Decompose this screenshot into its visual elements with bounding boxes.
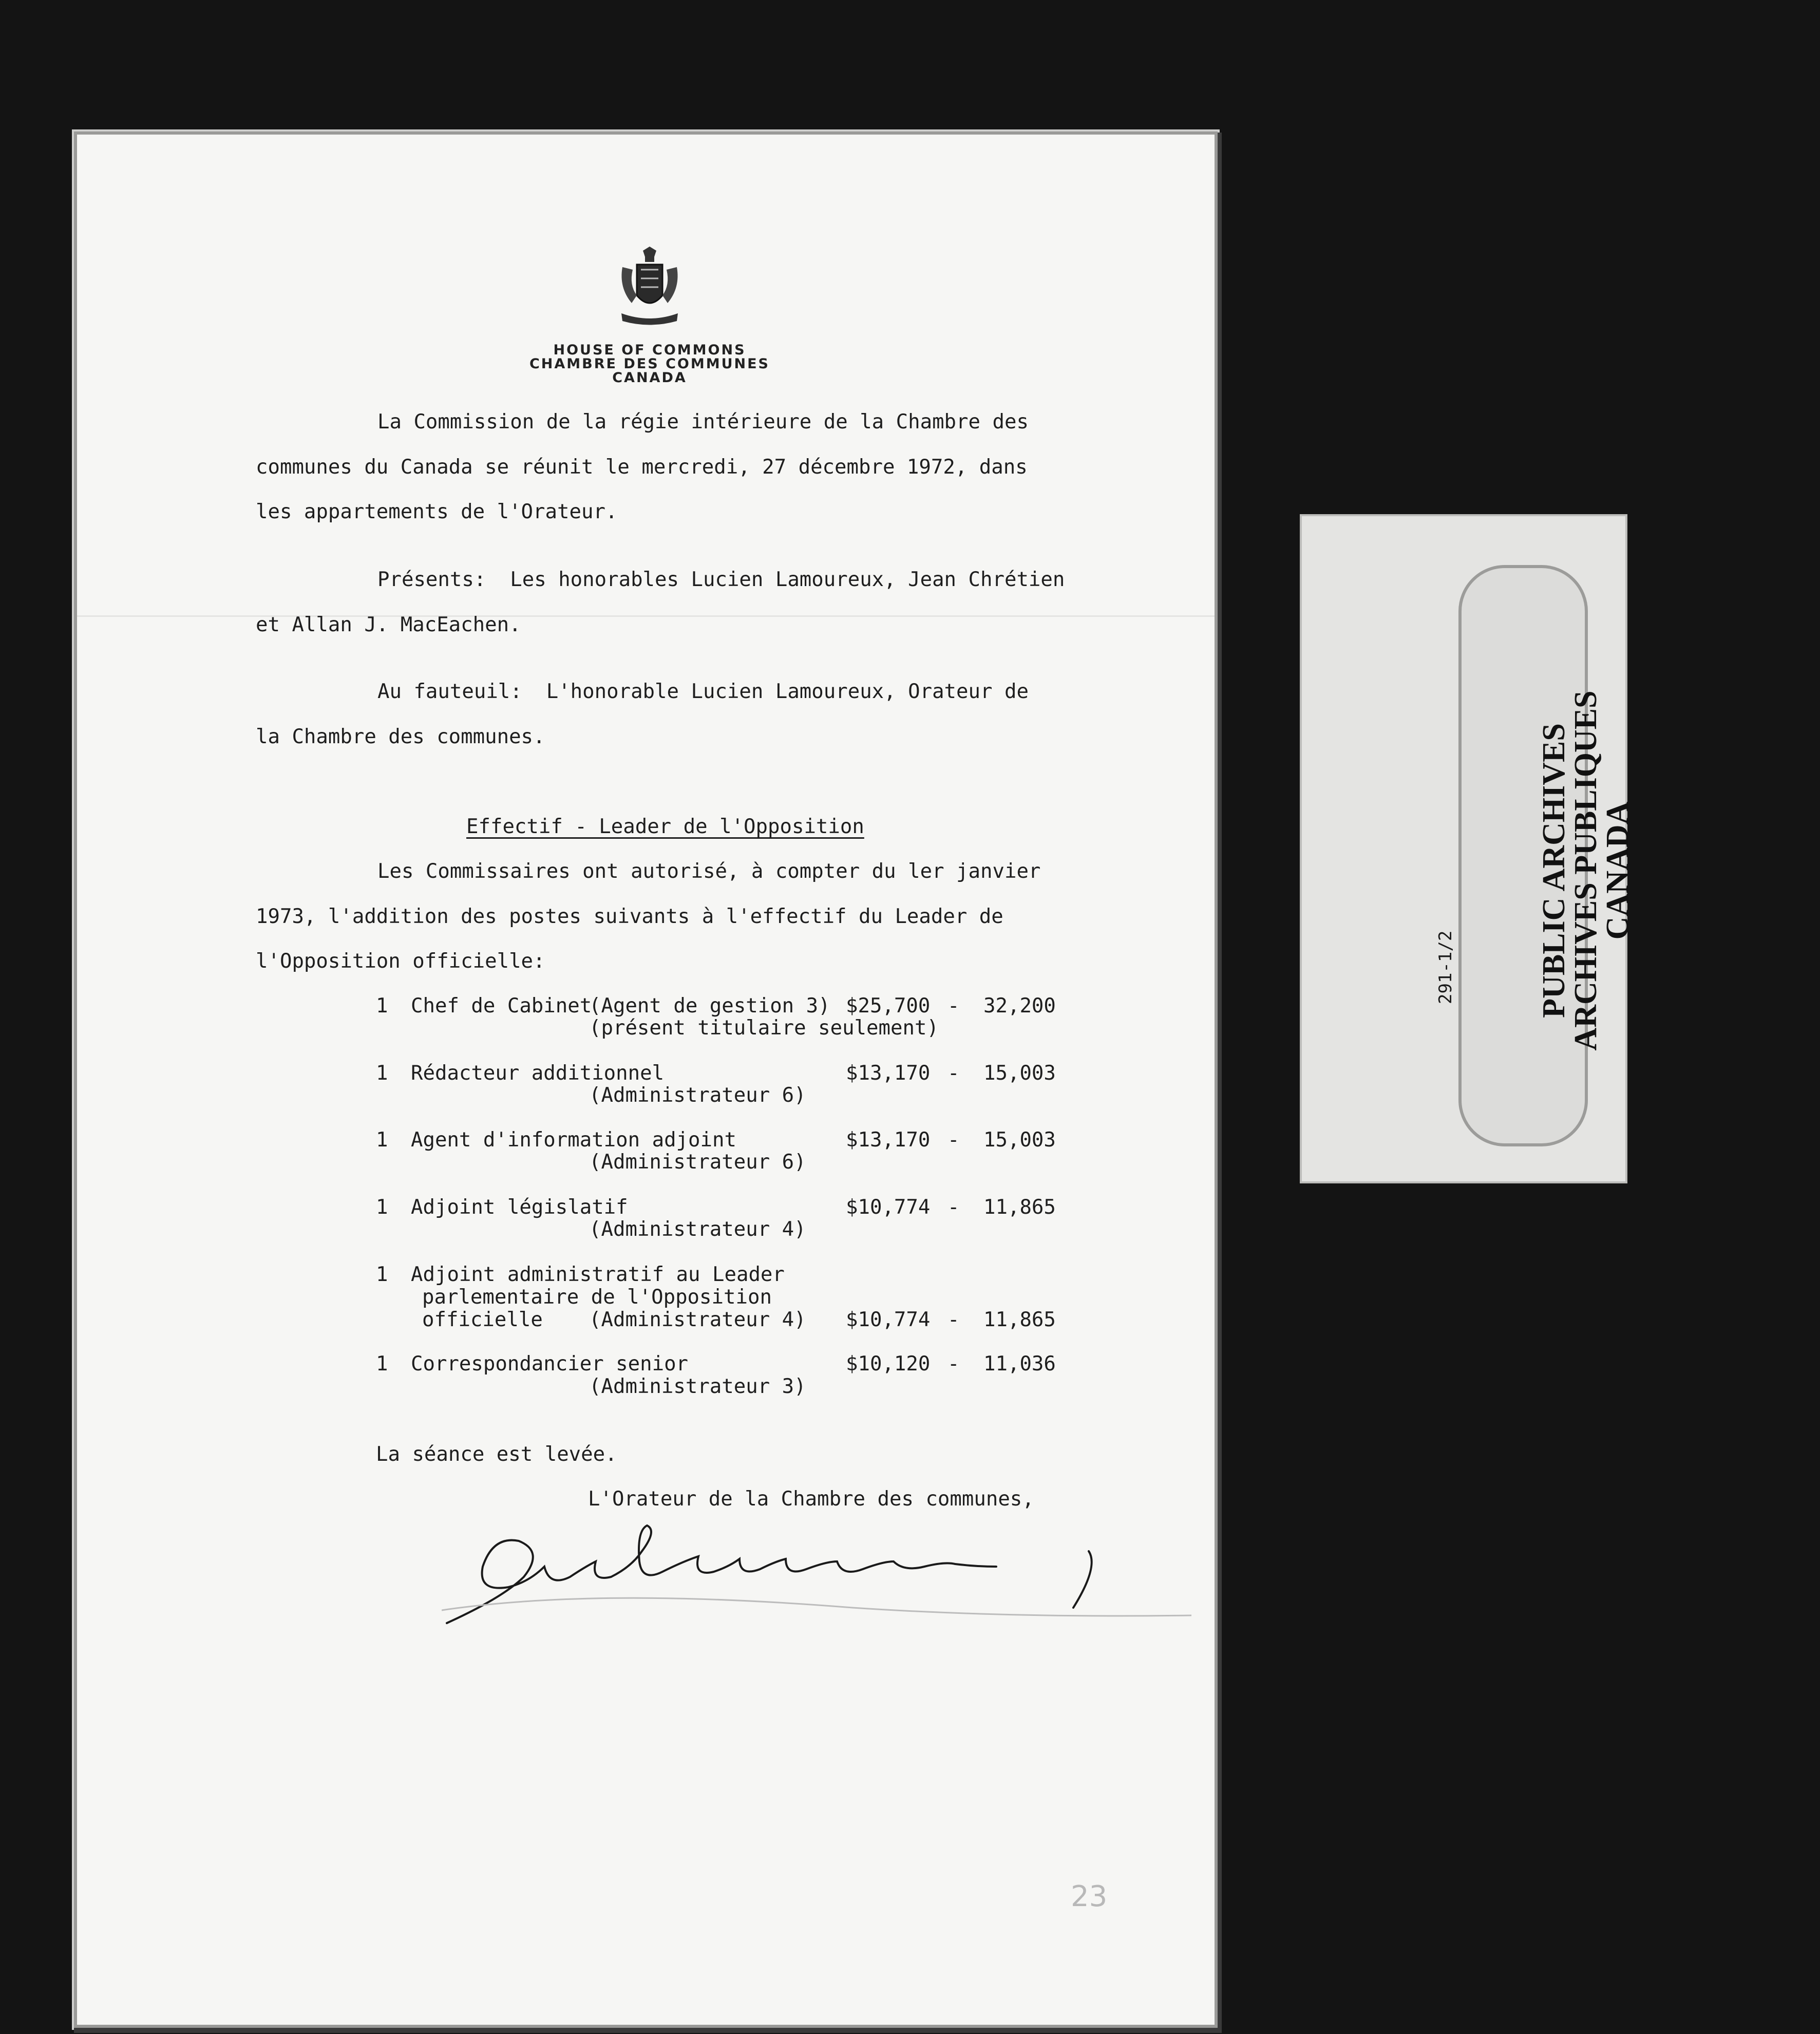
position-title: Correspondancier senior bbox=[411, 1352, 689, 1376]
position-qty: 1 bbox=[376, 1263, 388, 1286]
salary-max: 11,036 bbox=[983, 1352, 1056, 1376]
salary-max: 11,865 bbox=[983, 1308, 1056, 1331]
salary-min: $10,774 bbox=[846, 1308, 931, 1331]
position-title: officielle bbox=[422, 1308, 543, 1331]
position-title: Adjoint administratif au Leader bbox=[411, 1263, 785, 1286]
salary-dash: - bbox=[947, 1128, 960, 1152]
salary-max: 32,200 bbox=[983, 994, 1056, 1018]
section-heading: Effectif - Leader de l'Opposition bbox=[466, 815, 864, 838]
position-title: Rédacteur additionnel bbox=[411, 1062, 665, 1085]
salary-dash: - bbox=[947, 1062, 960, 1085]
salary-dash: - bbox=[947, 1196, 960, 1219]
archive-label-card bbox=[1302, 516, 1635, 1181]
body-line: et Allan J. MacEachen. bbox=[256, 613, 521, 636]
body-line: l'Opposition officielle: bbox=[256, 950, 545, 973]
salary-min: $13,170 bbox=[846, 1128, 931, 1152]
position-title: parlementaire de l'Opposition bbox=[422, 1286, 772, 1309]
archive-stamp-line: PUBLIC ARCHIVES bbox=[1537, 723, 1571, 1018]
signature bbox=[442, 1520, 1191, 1633]
body-line: 1973, l'addition des postes suivants à l'effectif du Leader de bbox=[256, 905, 1003, 928]
page-number: 23 bbox=[1071, 1880, 1108, 1913]
salary-min: $13,170 bbox=[846, 1062, 931, 1085]
position-detail: (Administrateur 6) bbox=[589, 1084, 806, 1107]
position-qty: 1 bbox=[376, 1128, 388, 1152]
position-qty: 1 bbox=[376, 994, 388, 1018]
salary-dash: - bbox=[947, 1352, 960, 1376]
body-line: les appartements de l'Orateur. bbox=[256, 500, 618, 523]
position-title: Chef de Cabinet bbox=[411, 994, 592, 1018]
salary-max: 15,003 bbox=[983, 1062, 1056, 1085]
position-detail: (Administrateur 4) bbox=[589, 1308, 806, 1331]
salary-min: $10,120 bbox=[846, 1352, 931, 1376]
letterhead-line: CHAMBRE DES COMMUNES bbox=[529, 356, 770, 372]
archive-reference-code: 291-1/2 bbox=[1435, 930, 1456, 1004]
body-line: Présents: Les honorables Lucien Lamoureux, Jean Chrétien bbox=[377, 568, 1065, 591]
body-line: Au fauteuil: L'honorable Lucien Lamoureux, Orateur de bbox=[377, 680, 1029, 703]
fold-line bbox=[77, 615, 1215, 617]
archive-stamp-line: CANADA bbox=[1600, 801, 1635, 940]
closing-line: La séance est levée. bbox=[376, 1443, 617, 1466]
letterhead-line: HOUSE OF COMMONS bbox=[553, 342, 746, 358]
letterhead bbox=[462, 343, 837, 385]
salary-dash: - bbox=[947, 994, 960, 1018]
body-line: communes du Canada se réunit le mercredi, 27 décembre 1972, dans bbox=[256, 456, 1028, 479]
body-line: La Commission de la régie intérieure de la Chambre des bbox=[377, 410, 1029, 434]
body-line: Les Commissaires ont autorisé, à compter du ler janvier bbox=[377, 860, 1041, 883]
signoff-line: L'Orateur de la Chambre des communes, bbox=[588, 1487, 1034, 1511]
position-title: Adjoint législatif bbox=[411, 1196, 628, 1219]
position-detail: (Administrateur 4) bbox=[589, 1218, 806, 1241]
coat-of-arms-icon bbox=[616, 247, 683, 329]
position-qty: 1 bbox=[376, 1196, 388, 1219]
position-qty: 1 bbox=[376, 1352, 388, 1376]
body-line: la Chambre des communes. bbox=[256, 725, 545, 748]
position-detail: (Administrateur 6) bbox=[589, 1151, 806, 1174]
position-qty: 1 bbox=[376, 1062, 388, 1085]
salary-dash: - bbox=[947, 1308, 960, 1331]
position-detail: (Agent de gestion 3) bbox=[589, 994, 830, 1018]
archive-stamp-line: ARCHIVES PUBLIQUES bbox=[1568, 690, 1603, 1051]
salary-max: 11,865 bbox=[983, 1196, 1056, 1219]
letterhead-line: CANADA bbox=[612, 370, 687, 386]
salary-min: $25,700 bbox=[846, 994, 931, 1018]
position-title: Agent d'information adjoint bbox=[411, 1128, 736, 1152]
position-detail: (présent titulaire seulement) bbox=[589, 1016, 939, 1040]
position-detail: (Administrateur 3) bbox=[589, 1375, 806, 1398]
salary-min: $10,774 bbox=[846, 1196, 931, 1219]
salary-max: 15,003 bbox=[983, 1128, 1056, 1152]
